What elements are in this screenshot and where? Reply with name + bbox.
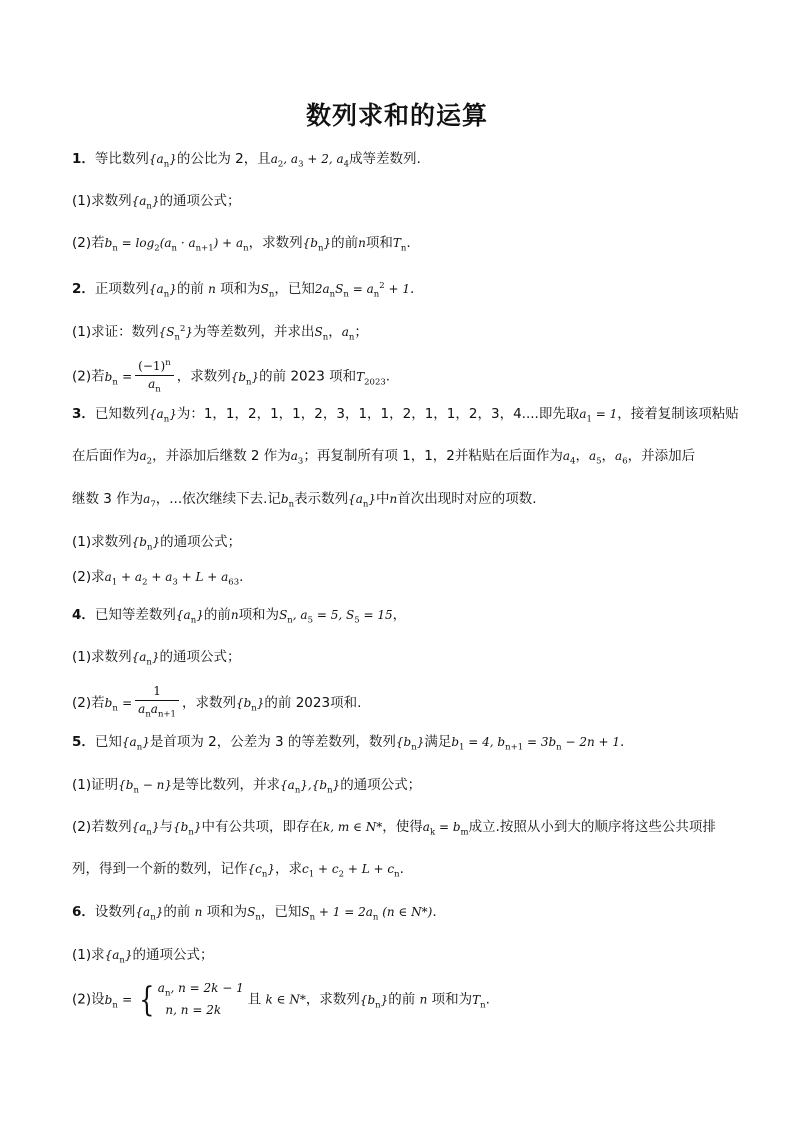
page-title: 数列求和的运算 (305, 101, 488, 130)
problem-3-stem-line-1: 3．已知数列$\{a_n\}$为：1，1，2，1，1，2，3，1，1，2，1，1，2，3，4....即先取$a_1 = 1$，接着复制该项粘贴 (72, 406, 739, 425)
problem-5-part-2-line-2: 列，得到一个新的数列，记作$\{c_n\}$，求$c_1 + c_2 + L + c_n$. (72, 861, 404, 880)
problem-2-part-1: (1)求证：数列$\{S_n^2\}$为等差数列，并求出$S_n$，$a_n$； (72, 324, 368, 343)
problem-5-part-2-line-1: (2)若数列$\{a_n\}$与$\{b_n\}$中有公共项，即存在k, m ∈ N*，使得$a_k = b_m$成立.按照从小到大的顺序将这些公共项排 (72, 819, 716, 838)
problem-6-part-1: (1)求$\{a_n\}$的通项公式； (72, 947, 214, 966)
problem-6-part-2: (2)设$b_n$ = { $a_n$, n = 2k − 1 n, n = 2k且 k ∈ N*，求数列$\{b_n\}$的前 n 项和为$T_n$. (72, 979, 490, 1020)
problem-1-part-1: (1)求数列$\{a_n\}$的通项公式； (72, 193, 241, 212)
problem-5-part-1: (1)证明$\{b_n - n\}$是等比数列，并求$\{a_n\},\{b_n\}$的通项公式； (72, 777, 422, 796)
problem-3-stem-line-2: 在后面作为$a_2$，并添加后继数 2 作为$a_3$；再复制所有项 1，1，2并粘贴在后面作为$a_4$，$a_5$，$a_6$，并添加后 (72, 448, 696, 467)
problem-4-part-1: (1)求数列$\{a_n\}$的通项公式； (72, 649, 241, 668)
problem-3-stem-line-3: 继数 3 作为$a_7$，...依次继续下去.记$b_n$表示数列$\{a_n\}$中n首次出现时对应的项数. (72, 491, 537, 510)
problem-2-stem: 2．正项数列$\{a_n\}$的前 n 项和为$S_n$，已知$2a_nS_n = a_n^2 + 1$. (72, 281, 415, 300)
problem-6-stem: 6．设数列$\{a_n\}$的前 n 项和为$S_n$，已知$S_n + 1 = 2a_n$ (n ∈ N*). (72, 904, 437, 923)
problem-3-part-1: (1)求数列$\{b_n\}$的通项公式； (72, 534, 242, 553)
problem-3-part-2: (2)求$a_1 + a_2 + a_3 + L + a_{63}$. (72, 569, 244, 588)
problem-4-stem: 4．已知等差数列$\{a_n\}$的前n项和为$S_n$, $a_5 = 5$, $S_5 = 15$， (72, 607, 407, 626)
problem-1-part-2: (2)若$b_n = \log_2(a_n \cdot a_{n+1}) + a_n$，求数列$\{b_n\}$的前n项和$T_n$. (72, 235, 411, 254)
problem-5-stem: 5．已知$\{a_n\}$是首项为 2，公差为 3 的等差数列，数列$\{b_n\}$满足$b_1 = 4$, $b_{n+1} = 3b_n - 2n + 1$. (72, 734, 625, 753)
problem-4-part-2: (2)若$b_n$ = $\frac{1}{a_na_{n+1}}$ ，求数列$\{b_n\}$的前 2023项和. (72, 684, 362, 720)
problem-2-part-2: (2)若$b_n$ = $\frac{(-1)^n}{a_n}$ ，求数列$\{b_n\}$的前 2023 项和$T_{2023}$. (72, 358, 391, 395)
problem-1-stem: 1．等比数列$\{a_n\}$的公比为 2，且$a_2$, $a_3 + 2$, $a_4$成等差数列. (72, 151, 421, 170)
